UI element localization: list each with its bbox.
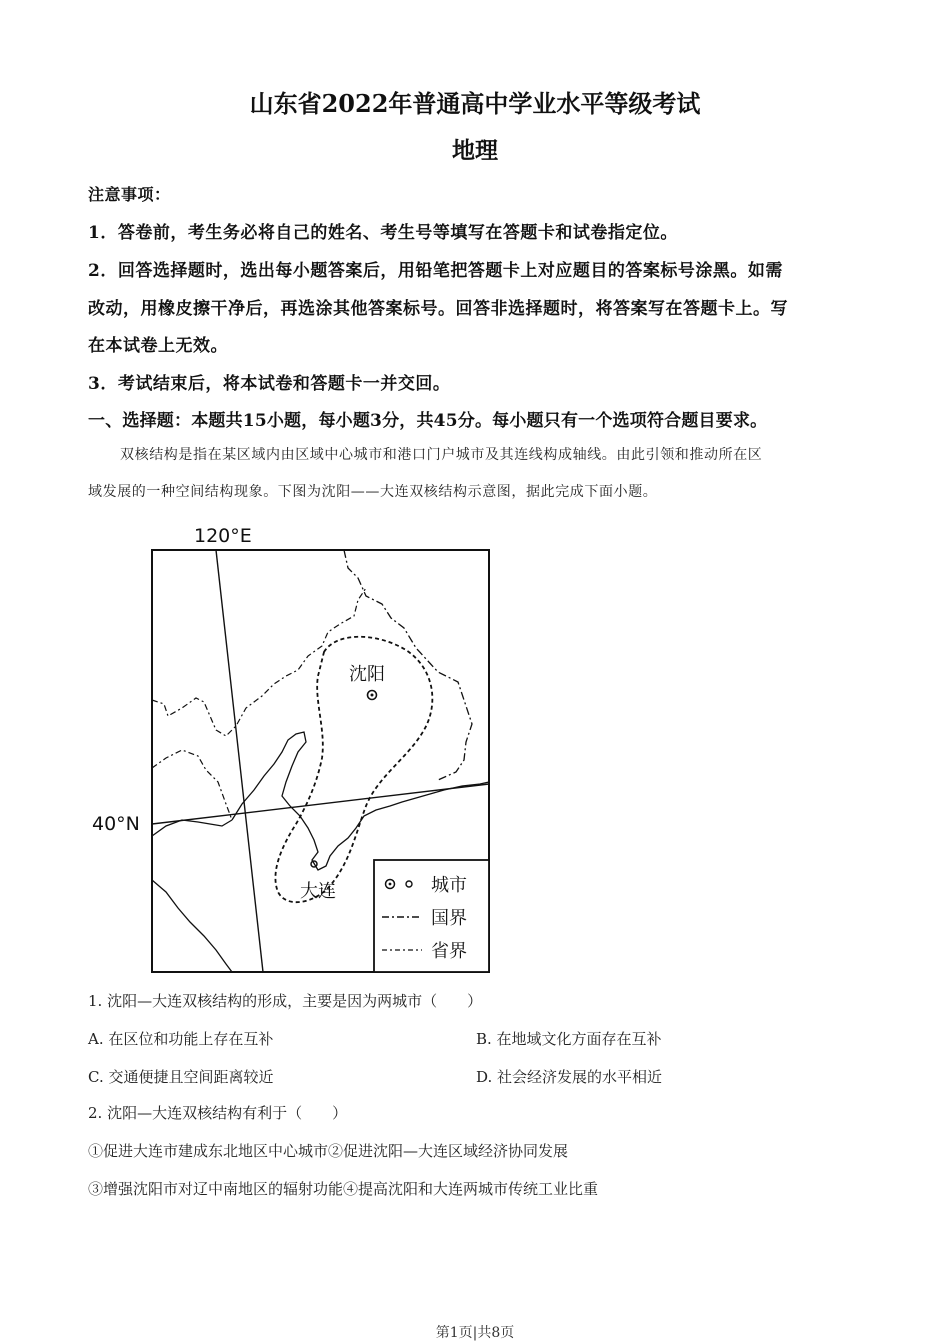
dalian-label: 大连	[300, 881, 336, 902]
exam-title: 山东省2022年普通高中学业水平等级考试	[249, 89, 701, 118]
legend-provincial-border-label: 省界	[431, 941, 467, 962]
intro-line-1: 双核结构是指在某区域内由区域中心城市和港口门户城市及其连线构成轴线。由此引领和推动所在区	[120, 447, 763, 463]
question-1-option-b: B. 在地域文化方面存在互补	[476, 1030, 662, 1048]
legend-city-label: 城市	[431, 875, 467, 896]
question-1-option-c: C. 交通便捷且空间距离较近	[88, 1068, 274, 1086]
notice-item-3: 3．考试结束后，将本试卷和答题卡一并交回。	[88, 374, 451, 394]
page-number: 第1页|共8页	[435, 1325, 515, 1341]
notice-item-2-line-2: 改动，用橡皮擦干净后，再选涂其他答案标号。回答非选择题时，将答案写在答题卡上。写	[88, 299, 788, 319]
longitude-label: 120°E	[194, 525, 252, 547]
question-1-stem: 1. 沈阳—大连双核结构的形成，主要是因为两城市（ ）	[88, 992, 483, 1010]
provincial-border-south	[152, 750, 232, 820]
coastline-southwest	[152, 880, 232, 972]
question-2-statements-2: ③增强沈阳市对辽中南地区的辐射功能④提高沈阳和大连两城市传统工业比重	[88, 1180, 599, 1198]
notice-item-1: 1．答卷前，考生务必将自己的姓名、考生号等填写在答题卡和试卷指定位。	[88, 223, 678, 243]
provincial-border-west	[152, 588, 366, 736]
shenyang-city-dot	[371, 694, 374, 697]
notice-heading: 注意事项：	[88, 185, 171, 204]
meridian-line	[216, 550, 263, 972]
intro-line-2: 域发展的一种空间结构现象。下图为沈阳——大连双核结构示意图，据此完成下面小题。	[88, 484, 658, 500]
question-2-stem: 2. 沈阳—大连双核结构有利于（ ）	[88, 1104, 348, 1122]
section-heading: 一、选择题：本题共15小题，每小题3分，共45分。每小题只有一个选项符合题目要求。	[88, 411, 768, 431]
shenyang-label: 沈阳	[349, 664, 385, 685]
legend-city-icon-dot	[389, 883, 392, 886]
notice-item-2-line-3: 在本试卷上无效。	[88, 336, 228, 356]
shenyang-dalian-map	[86, 520, 506, 980]
parallel-line	[152, 784, 489, 824]
latitude-label: 40°N	[92, 813, 140, 835]
question-1-option-a: A. 在区位和功能上存在互补	[88, 1030, 274, 1048]
question-1-option-d: D. 社会经济发展的水平相近	[476, 1068, 663, 1086]
legend-national-border-label: 国界	[431, 908, 467, 929]
exam-subject: 地理	[452, 137, 498, 164]
notice-item-2-line-1: 2．回答选择题时，选出每小题答案后，用铅笔把答题卡上对应题目的答案标号涂黑。如需	[88, 261, 783, 281]
coastline-liaodong	[232, 732, 489, 870]
question-2-statements-1: ①促进大连市建成东北地区中心城市②促进沈阳—大连区域经济协同发展	[88, 1142, 569, 1160]
